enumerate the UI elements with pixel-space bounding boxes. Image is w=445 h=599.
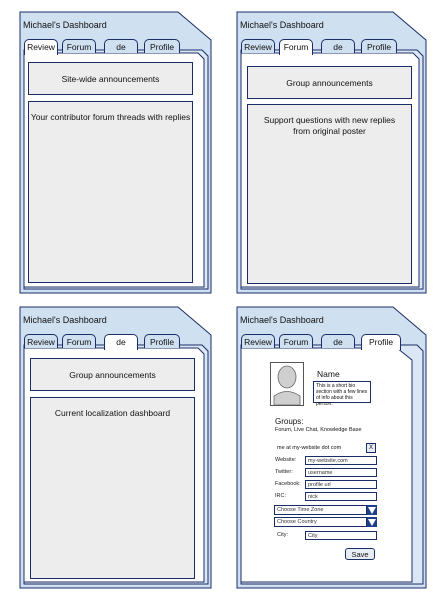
tab-profile[interactable]: Profile (361, 334, 401, 350)
country-value: Choose Country (277, 519, 317, 525)
announcements-text: Group announcements (69, 369, 156, 380)
email-text: me at my-website dot com (277, 445, 342, 451)
tab-de[interactable]: de (321, 39, 355, 53)
save-button[interactable]: Save (345, 548, 375, 560)
city-field[interactable]: City (305, 531, 377, 540)
tab-de[interactable]: de (104, 334, 138, 350)
announcements-text: Site-wide announcements (61, 73, 160, 84)
main-panel (30, 397, 195, 579)
person-icon (271, 363, 303, 405)
announcements-panel (247, 66, 412, 99)
main-panel-text: Current localization dashboard (54, 408, 171, 418)
announcements-text: Group announcements (286, 77, 373, 88)
dashboard-title: Michael's Dashboard (240, 20, 324, 30)
country-select[interactable] (274, 517, 367, 527)
twitter-label: Twitter: (275, 469, 293, 475)
dashboard-profile (235, 305, 430, 590)
irc-label: IRC: (275, 493, 286, 499)
tab-de[interactable]: de (104, 39, 138, 53)
groups-label: Groups: (275, 417, 304, 426)
timezone-value: Choose Time Zone (277, 507, 324, 513)
main-panel (28, 101, 193, 283)
tab-review[interactable]: Review (24, 39, 58, 55)
tab-de[interactable]: de (321, 334, 355, 348)
website-label: Website: (275, 457, 297, 463)
tab-profile[interactable]: Profile (361, 39, 397, 53)
dashboard-title: Michael's Dashboard (23, 315, 107, 325)
twitter-field[interactable]: username (305, 468, 377, 477)
timezone-select[interactable] (274, 505, 367, 515)
tab-forum[interactable]: Forum (62, 39, 96, 53)
dashboard-review (18, 10, 213, 295)
announcements-panel (28, 62, 193, 95)
tab-profile[interactable]: Profile (144, 39, 180, 53)
tab-review[interactable]: Review (241, 39, 275, 53)
tab-forum[interactable]: Forum (279, 39, 313, 55)
tab-profile[interactable]: Profile (144, 334, 180, 348)
remove-email-button[interactable]: X (366, 443, 376, 453)
dropdown-arrow-icon[interactable] (367, 517, 377, 527)
tab-forum[interactable]: Forum (279, 334, 313, 348)
irc-field[interactable]: nick (305, 492, 377, 501)
tab-forum[interactable]: Forum (62, 334, 96, 348)
dashboard-title: Michael's Dashboard (240, 315, 324, 325)
announcements-panel (30, 358, 195, 391)
groups-list: Forum, Live Chat, Knowledge Base (275, 427, 362, 433)
dashboard-forum (235, 10, 430, 295)
profile-bio: This is a short bio section with a few lines of info about this person. (313, 381, 371, 403)
tab-review[interactable]: Review (24, 334, 58, 348)
city-label: City: (277, 532, 288, 538)
dashboard-title: Michael's Dashboard (23, 20, 107, 30)
tab-review[interactable]: Review (241, 334, 275, 348)
facebook-label: Facebook: (275, 481, 301, 487)
dashboard-de (18, 305, 213, 590)
dropdown-arrow-icon[interactable] (367, 505, 377, 515)
profile-name: Name (317, 369, 340, 379)
main-panel-text: Your contributor forum threads with replies (30, 112, 191, 122)
facebook-field[interactable]: profile url (305, 480, 377, 489)
main-panel-text: Support questions with new replies from original poster (263, 115, 396, 136)
main-panel (247, 104, 412, 284)
avatar (270, 362, 304, 406)
website-field[interactable]: my-website.com (305, 456, 377, 465)
